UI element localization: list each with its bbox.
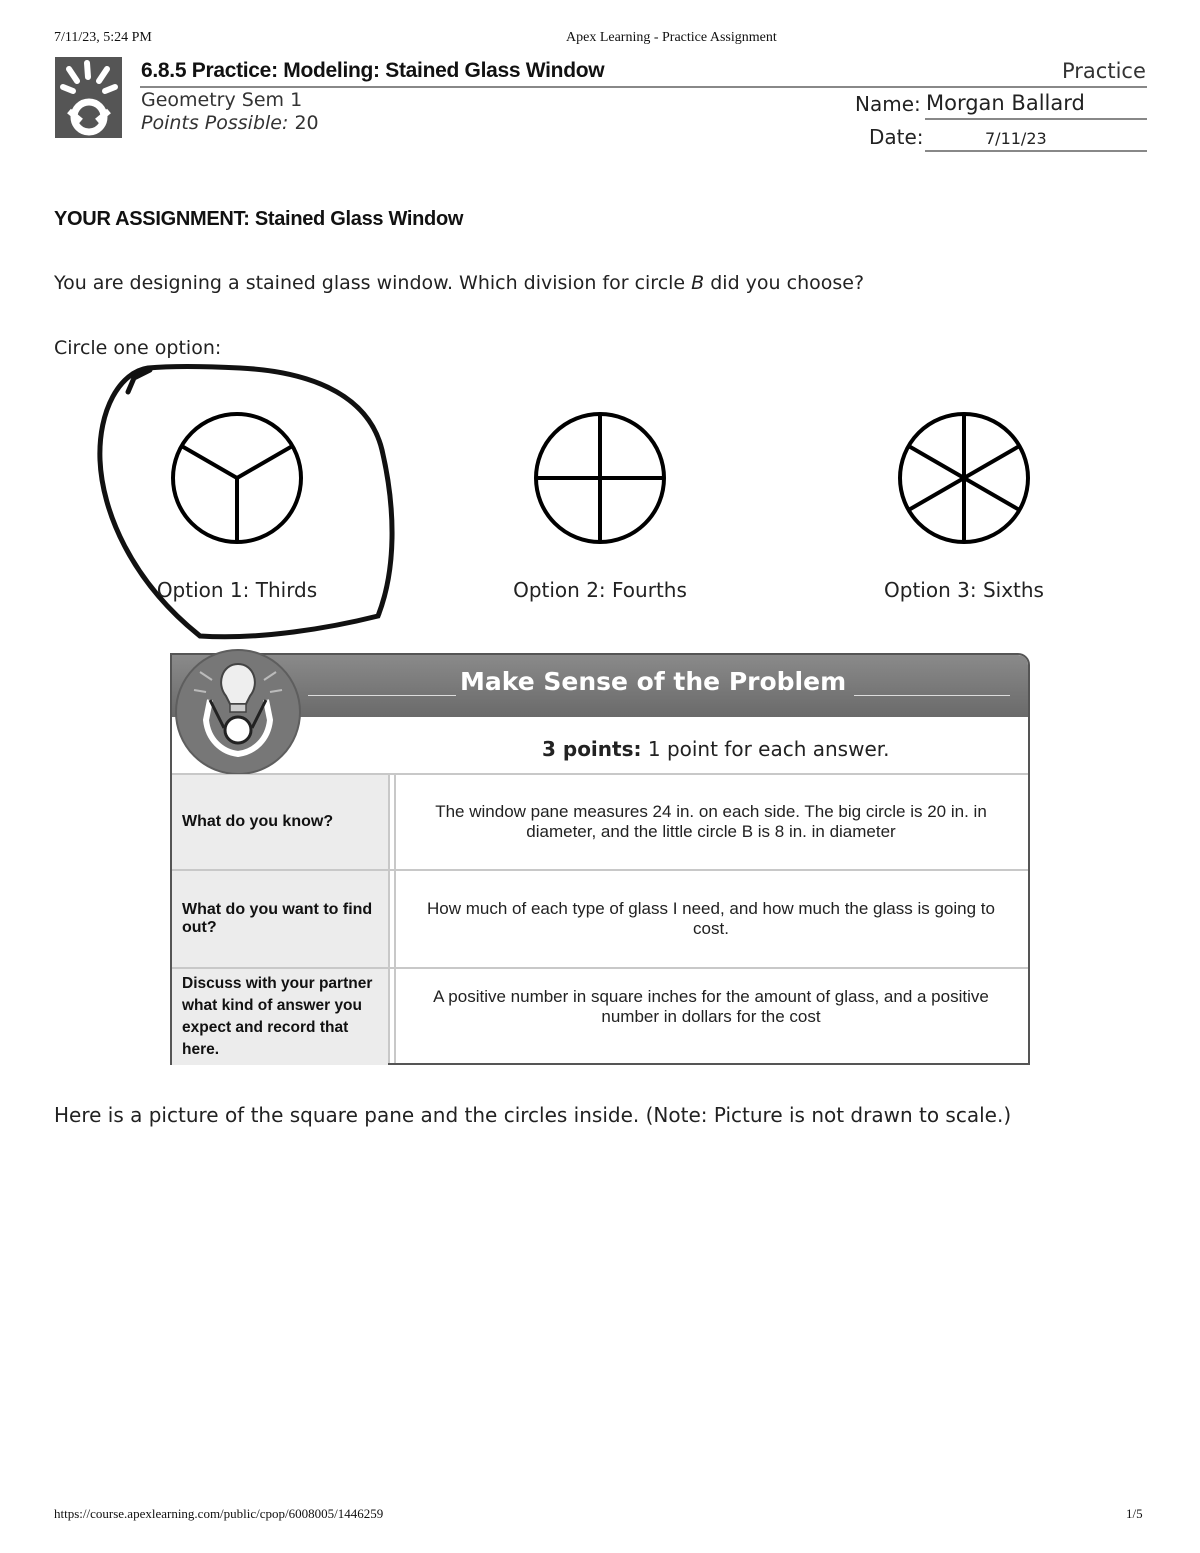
thirds-circle-icon — [173, 414, 301, 542]
course-name: Geometry Sem 1 — [141, 89, 303, 111]
row-know-label: What do you know? — [172, 775, 388, 869]
question-text-start: You are designing a stained glass window. Which division for circle — [54, 272, 692, 294]
make-sense-title: Make Sense of the Problem — [460, 667, 847, 696]
title-rule-right — [854, 695, 1010, 696]
apex-logo — [55, 57, 122, 138]
points-possible — [141, 112, 319, 134]
table-divider-a — [388, 773, 390, 1063]
points-label: Points Possible: — [141, 112, 289, 134]
date-label: Date: — [869, 125, 924, 149]
option-3-label: Option 3: Sixths — [884, 578, 1044, 602]
header-rule — [140, 86, 1147, 88]
points-value: 20 — [294, 112, 319, 134]
row-discuss-answer: A positive number in square inches for the amount of glass, and a positive number in dollars for the cost — [433, 987, 989, 1026]
points-note-rest: 1 point for each answer. — [641, 737, 890, 761]
footer-url[interactable]: https://course.apexlearning.com/public/cpop/6008005/1446259 — [54, 1506, 384, 1521]
fourths-circle-icon — [536, 414, 664, 542]
question-variable: B — [691, 272, 705, 294]
sixths-circle-icon — [900, 414, 1028, 542]
title-rule-left — [308, 695, 456, 696]
name-label: Name: — [855, 92, 921, 116]
date-underline — [925, 150, 1147, 152]
assignment-title: 6.8.5 Practice: Modeling: Stained Glass Window — [141, 59, 605, 82]
row-know-answer: The window pane measures 24 in. on each side. The big circle is 20 in. in diameter, and the little circle B is 8 in. in diameter — [435, 802, 987, 841]
instruction-text: Circle one option: — [54, 337, 222, 359]
date-field: 7/11/23 — [985, 129, 1047, 148]
row-find-out-label: What do you want to find out? — [172, 871, 388, 967]
assignment-type: Practice — [1062, 59, 1146, 83]
row-discuss-label: Discuss with your partner what kind of answer you expect and record that here. — [172, 969, 388, 1065]
name-underline — [925, 118, 1147, 120]
question-text-end: did you choose? — [704, 272, 865, 294]
footer-page-number: 1/5 — [1126, 1506, 1143, 1521]
row-find-out-answer: How much of each type of glass I need, and how much the glass is going to cost. — [427, 899, 995, 938]
points-note-bold: 3 points: — [542, 737, 642, 761]
print-datetime: 7/11/23, 5:24 PM — [54, 30, 152, 45]
diagram-note: Here is a picture of the square pane and the circles inside. (Note: Picture is not drawn to scale.) — [54, 1103, 1012, 1127]
lightbulb-figure-icon — [170, 644, 310, 774]
name-field: Morgan Ballard — [926, 91, 1085, 115]
option-1-label: Option 1: Thirds — [156, 578, 318, 602]
options-diagram — [0, 360, 1200, 650]
question-text — [54, 272, 864, 294]
print-page-title: Apex Learning - Practice Assignment — [566, 30, 777, 45]
option-2-label: Option 2: Fourths — [513, 578, 687, 602]
assignment-heading: YOUR ASSIGNMENT: Stained Glass Window — [54, 208, 464, 230]
points-note — [542, 737, 890, 761]
